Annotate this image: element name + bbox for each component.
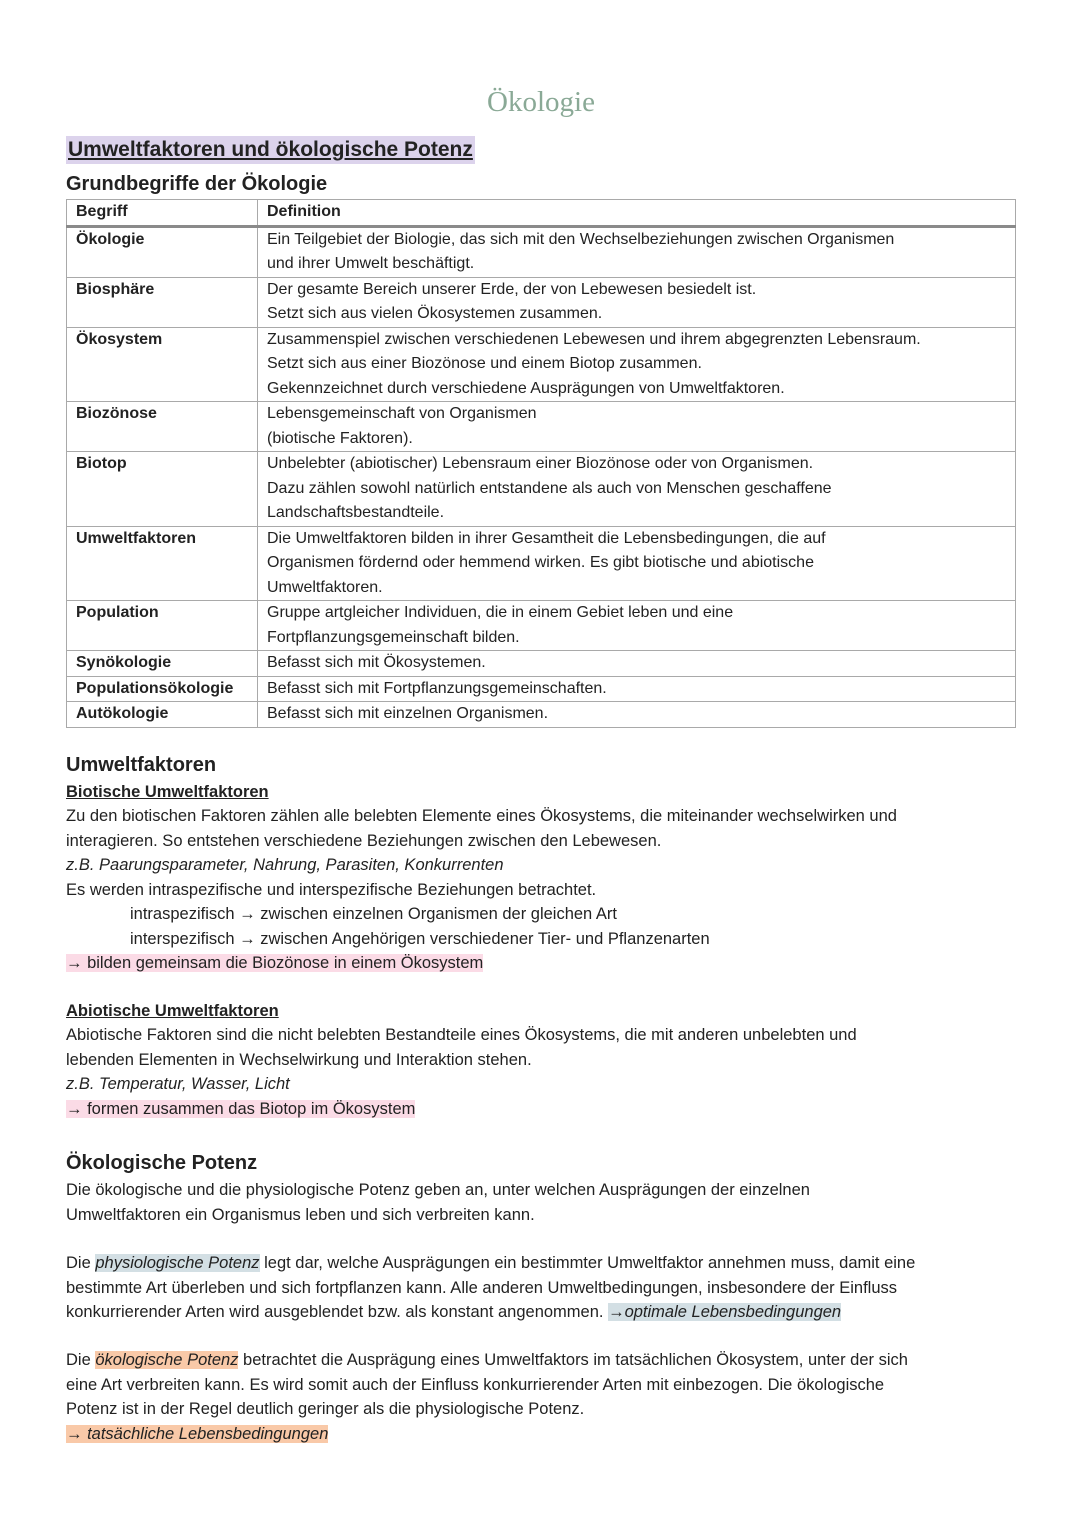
term-cell: Biosphäre [67, 277, 258, 327]
definition-cell [258, 452, 1016, 527]
text-line: lebenden Elementen in Wechselwirkung und Interaktion stehen. [66, 1050, 532, 1069]
definition-line: Fortpflanzungsgemeinschaft bilden. [267, 628, 520, 646]
definition-line: Organismen fördernd oder hemmend wirken. Es gibt biotische und abiotische [267, 554, 814, 571]
definition-cell [258, 327, 1016, 402]
section-title: Umweltfaktoren und ökologische Potenz [66, 136, 475, 164]
definition-line: (biotische Faktoren). [267, 429, 413, 447]
umweltfaktoren-heading: Umweltfaktoren [66, 754, 217, 776]
abiotische-paragraph [66, 1023, 1016, 1121]
definitions-table [66, 199, 1016, 728]
oekologische-potenz-term: ökologische Potenz [95, 1351, 239, 1369]
definition-cell [258, 651, 1016, 677]
potenz-heading: Ökologische Potenz [66, 1152, 258, 1174]
text-span: konkurrierender Arten wird ausgeblendet bzw. als konstant angenommen. [66, 1303, 609, 1321]
interspezifisch-line: interspezifisch → zwischen Angehörigen verschiedener Tier- und Pflanzenarten [130, 929, 710, 948]
column-header-term: Begriff [67, 200, 258, 227]
abiotische-result-highlight: → formen zusammen das Biotop im Ökosystem [66, 1099, 416, 1118]
definition-line: Ein Teilgebiet der Biologie, das sich mit den Wechselbeziehungen zwischen Organismen [267, 230, 895, 248]
tatsaechliche-lebensbedingungen-highlight: → tatsächliche Lebensbedingungen [66, 1424, 329, 1443]
grundbegriffe-heading: Grundbegriffe der Ökologie [66, 173, 328, 195]
text-span: betrachtet die Ausprägung eines Umweltfaktors im tatsächlichen Ökosystem, unter der sich [238, 1351, 908, 1369]
definition-line: Dazu zählen sowohl natürlich entstandene als auch von Menschen geschaffene [267, 479, 832, 497]
definition-line: und ihrer Umwelt beschäftigt. [267, 255, 475, 272]
physiologische-potenz-term: physiologische Potenz [95, 1254, 260, 1272]
text-line [66, 1300, 1016, 1325]
definition-cell [258, 277, 1016, 327]
table-row [67, 327, 1016, 402]
text-line: Potenz ist in der Regel deutlich geringer als die physiologische Potenz. [66, 1400, 585, 1418]
table-row [67, 452, 1016, 527]
definition-line: Befasst sich mit einzelnen Organismen. [267, 705, 549, 722]
oekologische-paragraph [66, 1348, 1016, 1446]
text-line: Es werden intraspezifische und interspezifische Beziehungen betrachtet. [66, 880, 597, 899]
table-row [67, 226, 1016, 277]
document-title: Ökologie [487, 86, 595, 118]
definition-line: Befasst sich mit Fortpflanzungsgemeinschaften. [267, 679, 607, 697]
definition-line: Unbelebter (abiotischer) Lebensraum einer Biozönose oder von Organismen. [267, 455, 814, 472]
term-cell: Autökologie [67, 702, 258, 728]
definition-cell [258, 601, 1016, 651]
biotische-heading: Biotische Umweltfaktoren [66, 783, 269, 801]
definition-line: Umweltfaktoren. [267, 578, 383, 596]
definition-line: Befasst sich mit Ökosystemen. [267, 654, 486, 671]
example-line: z.B. Temperatur, Wasser, Licht [66, 1075, 290, 1093]
biotische-paragraph [66, 804, 1016, 976]
text-line [66, 1251, 1016, 1276]
intraspezifisch-line: intraspezifisch → zwischen einzelnen Organismen der gleichen Art [130, 905, 617, 923]
definition-cell [258, 226, 1016, 277]
column-header-definition: Definition [258, 200, 1016, 227]
potenz-intro [66, 1178, 1016, 1227]
biotische-result-highlight: → bilden gemeinsam die Biozönose in einem Ökosystem [66, 954, 484, 972]
definition-line: Gekennzeichnet durch verschiedene Ausprägungen von Umweltfaktoren. [267, 379, 785, 397]
text-line: Zu den biotischen Faktoren zählen alle belebten Elemente eines Ökosystems, die miteinander wechselwirken und [66, 807, 897, 825]
abiotische-heading: Abiotische Umweltfaktoren [66, 1002, 279, 1020]
table-row [67, 601, 1016, 651]
definition-line: Setzt sich aus vielen Ökosystemen zusammen. [267, 305, 603, 322]
definition-line: Zusammenspiel zwischen verschiedenen Lebewesen und ihrem abgegrenzten Lebensraum. [267, 330, 921, 348]
table-header-row [67, 200, 1016, 227]
table-row [67, 676, 1016, 702]
term-cell: Umweltfaktoren [67, 526, 258, 601]
example-line: z.B. Paarungsparameter, Nahrung, Parasiten, Konkurrenten [66, 856, 504, 874]
definition-line: Die Umweltfaktoren bilden in ihrer Gesamtheit die Lebensbedingungen, die auf [267, 529, 826, 547]
definition-line: Lebensgemeinschaft von Organismen [267, 405, 537, 422]
definition-line: Setzt sich aus einer Biozönose und einem Biotop zusammen. [267, 355, 702, 372]
definition-cell [258, 402, 1016, 452]
table-row [67, 651, 1016, 677]
text-span: Die [66, 1254, 96, 1272]
definition-line: Gruppe artgleicher Individuen, die in einem Gebiet leben und eine [267, 604, 734, 621]
table-row [67, 277, 1016, 327]
definition-cell [258, 702, 1016, 728]
table-row [67, 526, 1016, 601]
term-cell: Synökologie [67, 651, 258, 677]
term-cell: Ökosystem [67, 327, 258, 402]
text-line: eine Art verbreiten kann. Es wird somit auch der Einfluss konkurrierender Arten mit einbezogen. Die ökologische [66, 1375, 885, 1394]
term-cell: Biozönose [67, 402, 258, 452]
text-line: Umweltfaktoren ein Organismus leben und sich verbreiten kann. [66, 1205, 535, 1224]
text-line: interagieren. So entstehen verschiedene Beziehungen zwischen den Lebewesen. [66, 831, 662, 850]
table-row [67, 702, 1016, 728]
text-line [66, 1348, 1016, 1373]
text-line: bestimmte Art überleben und sich fortpflanzen kann. Alle anderen Umweltbedingungen, insbesondere der Einfluss [66, 1278, 898, 1297]
definition-cell [258, 526, 1016, 601]
term-cell: Biotop [67, 452, 258, 527]
text-span: legt dar, welche Ausprägungen ein bestimmter Umweltfaktor annehmen muss, damit eine [259, 1254, 916, 1272]
term-cell: Ökologie [67, 226, 258, 277]
text-line: Die ökologische und die physiologische Potenz geben an, unter welchen Ausprägungen der einzelnen [66, 1181, 810, 1199]
table-row [67, 402, 1016, 452]
text-span: Die [66, 1351, 96, 1369]
definition-line: Landschaftsbestandteile. [267, 504, 445, 521]
term-cell: Populationsökologie [67, 676, 258, 702]
definition-cell [258, 676, 1016, 702]
text-line: Abiotische Faktoren sind die nicht belebten Bestandteile eines Ökosystems, die mit anderen unbelebten und [66, 1026, 857, 1044]
definition-line: Der gesamte Bereich unserer Erde, der von Lebewesen besiedelt ist. [267, 280, 757, 298]
physiologische-paragraph [66, 1251, 1016, 1325]
term-cell: Population [67, 601, 258, 651]
optimale-lebensbedingungen-highlight: →optimale Lebensbedingungen [608, 1303, 842, 1321]
